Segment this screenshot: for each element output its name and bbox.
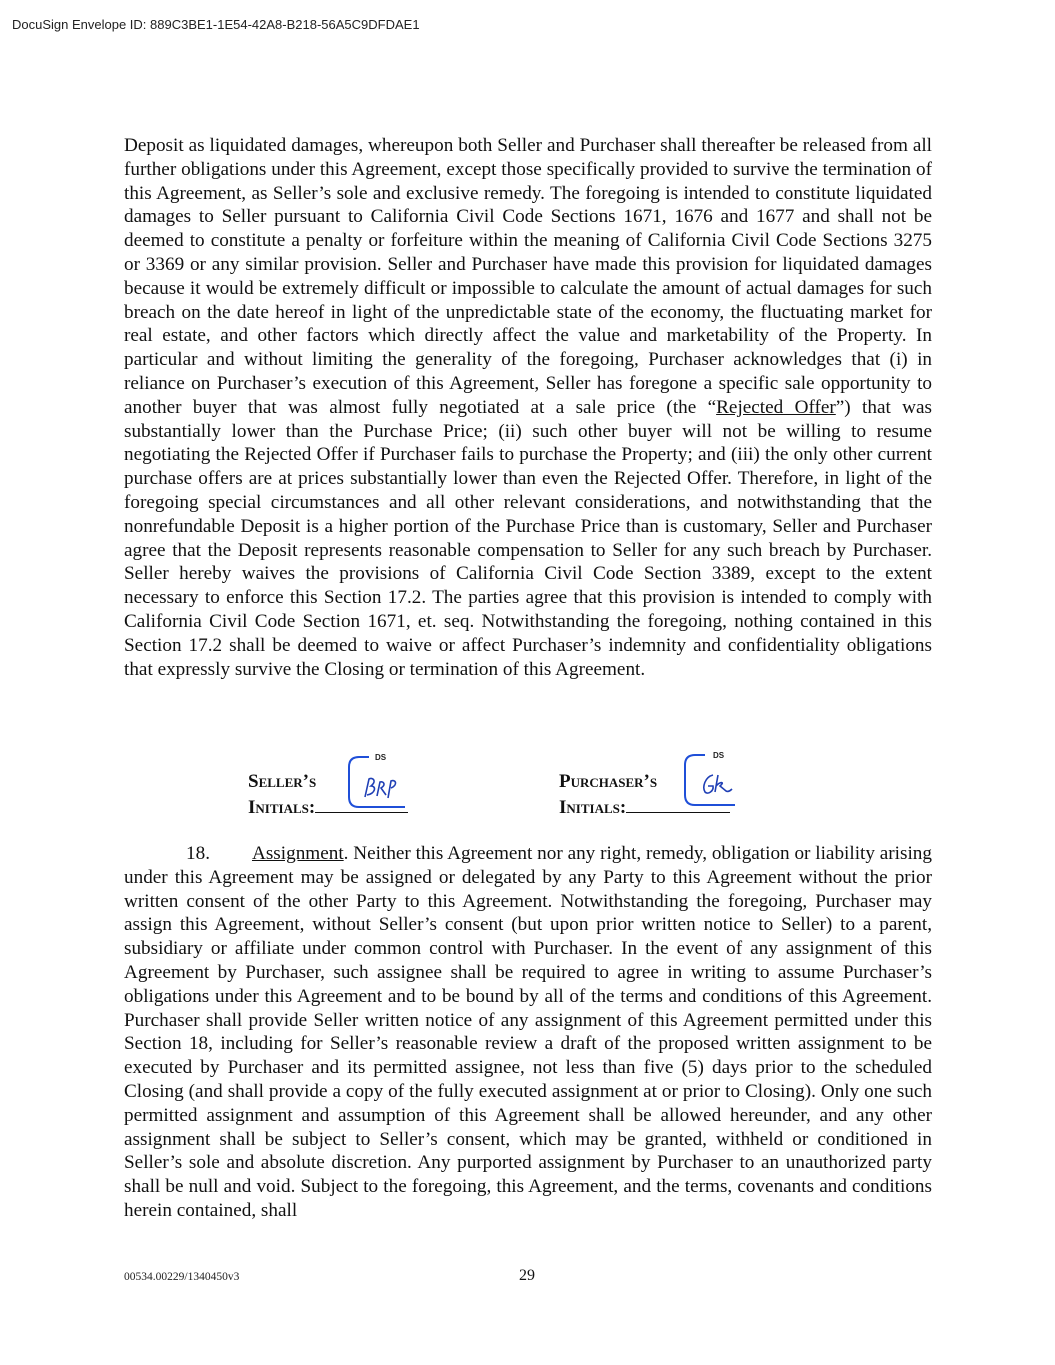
paragraph-text-after: ”) that was substantially lower than the Purchase Price; (ii) such other buyer will not be willing to resume negotiating the Rejected Offer if Purchaser fails to purchase the Property; and (iii) the only other current purchase offers are at prices substantially lower than even the Rejected Offer. Therefore, in light of the foregoing special circumstances and all other relevant considerations, and notwithstanding that the nonrefundable Deposit is a higher portion of the Purchase Price than is customary, Seller and Purchaser agree that the Deposit represents reasonable compensation to Seller for any such breach by Purchaser. Seller hereby waives the provisions of California Civil Code Section 3389, except to the extent necessary to enforce this Section 17.2. The parties agree that this provision is intended to comply with California Civil Code Section 1671, et. seq. Notwithstanding the foregoing, nothing contained in this Section 17.2 shall be deemed to waive or affect Purchaser’s indemnity and confidentiality obligations that expressly survive the Closing or termination of this Agreement. <box>124 396 932 680</box>
section-heading: Assignment <box>251 843 344 864</box>
section-18-paragraph <box>124 842 932 1223</box>
section-number: 18. <box>186 843 210 864</box>
seller-initials-signature <box>361 773 401 801</box>
purchaser-initials-signature <box>699 769 739 797</box>
purchaser-initials-label: Purchaser’s <box>559 771 658 792</box>
paragraph-text-before: Deposit as liquidated damages, whereupon both Seller and Purchaser shall thereafter be released from all further obligations under this Agreement, except those specifically provided to survive the termination of this Agreement, as Seller’s sole and exclusive remedy. The foregoing is intended to constitute liquidated damages to Seller pursuant to California Civil Code Sections 1671, 1676 and 1677 and shall not be deemed to constitute a penalty or forfeiture within the meaning of California Civil Code Sections 3275 or 3369 or any similar provision. Seller and Purchaser have made this provision for liquidated damages because it would be extremely difficult or impossible to calculate the amount of actual damages for such breach on the date hereof in light of the unpredictable state of the economy, the fluctuating market for real estate, and other factors which directly affect the value and marketability of the Property. In particular and without limiting the generality of the foregoing, Purchaser acknowledges that (i) in reliance on Purchaser’s execution of this Agreement, Seller has foregone a specific sale opportunity to another buyer that was almost fully negotiated at a sale price (the “ <box>124 135 932 418</box>
seller-initials-label-line2: Initials: <box>248 796 316 818</box>
docusign-envelope-id: DocuSign Envelope ID: 889C3BE1-1E54-42A8-B218-56A5C9DFDAE1 <box>12 17 420 32</box>
purchaser-docusign-initials-field[interactable] <box>683 749 745 814</box>
liquidated-damages-paragraph <box>124 134 932 681</box>
seller-ds-label: DS <box>375 753 387 762</box>
footer-document-id: 00534.00229/1340450v3 <box>124 1271 240 1283</box>
purchaser-ds-label: DS <box>713 751 725 760</box>
purchaser-initials-label-line2: Initials: <box>559 796 627 818</box>
defined-term-rejected-offer: Rejected Offer <box>716 396 836 418</box>
section-body: . Neither this Agreement nor any right, remedy, obligation or liability arising under this Agreement may be assigned or delegated by any Party to this Agreement without the prior written consent of the other Party to this Agreement. Notwithstanding the foregoing, Purchaser may assign this Agreement, without Seller’s consent (but upon prior written notice to Seller) to a parent, subsidiary or affiliate under common control with Purchaser. In the event of any assignment of this Agreement by Purchaser, such assignee shall be required to agree in writing to assume Purchaser’s obligations under this Agreement and to be bound by all of the terms and conditions of this Agreement. Purchaser shall provide Seller written notice of any assignment of this Agreement permitted under this Section 18, including for Seller’s reasonable review a draft of the proposed written assignment to be executed by Purchaser and its permitted assignee, not less than five (5) days prior to the scheduled Closing (and shall provide a copy of the fully executed assignment at or prior to Closing). Only one such permitted assignment and assumption of this Agreement shall be allowed hereunder, and any other assignment shall be subject to Seller’s consent, which may be granted, withheld or conditioned in Seller’s sole and absolute discretion. Any purported assignment by Purchaser to an unauthorized party shall be null and void. Subject to the foregoing, this Agreement, and the terms, covenants and conditions herein contained, shall <box>124 843 932 1221</box>
seller-initials-label: Seller’s <box>248 771 317 792</box>
page-number: 29 <box>519 1267 535 1284</box>
seller-docusign-initials-field[interactable] <box>347 751 409 816</box>
